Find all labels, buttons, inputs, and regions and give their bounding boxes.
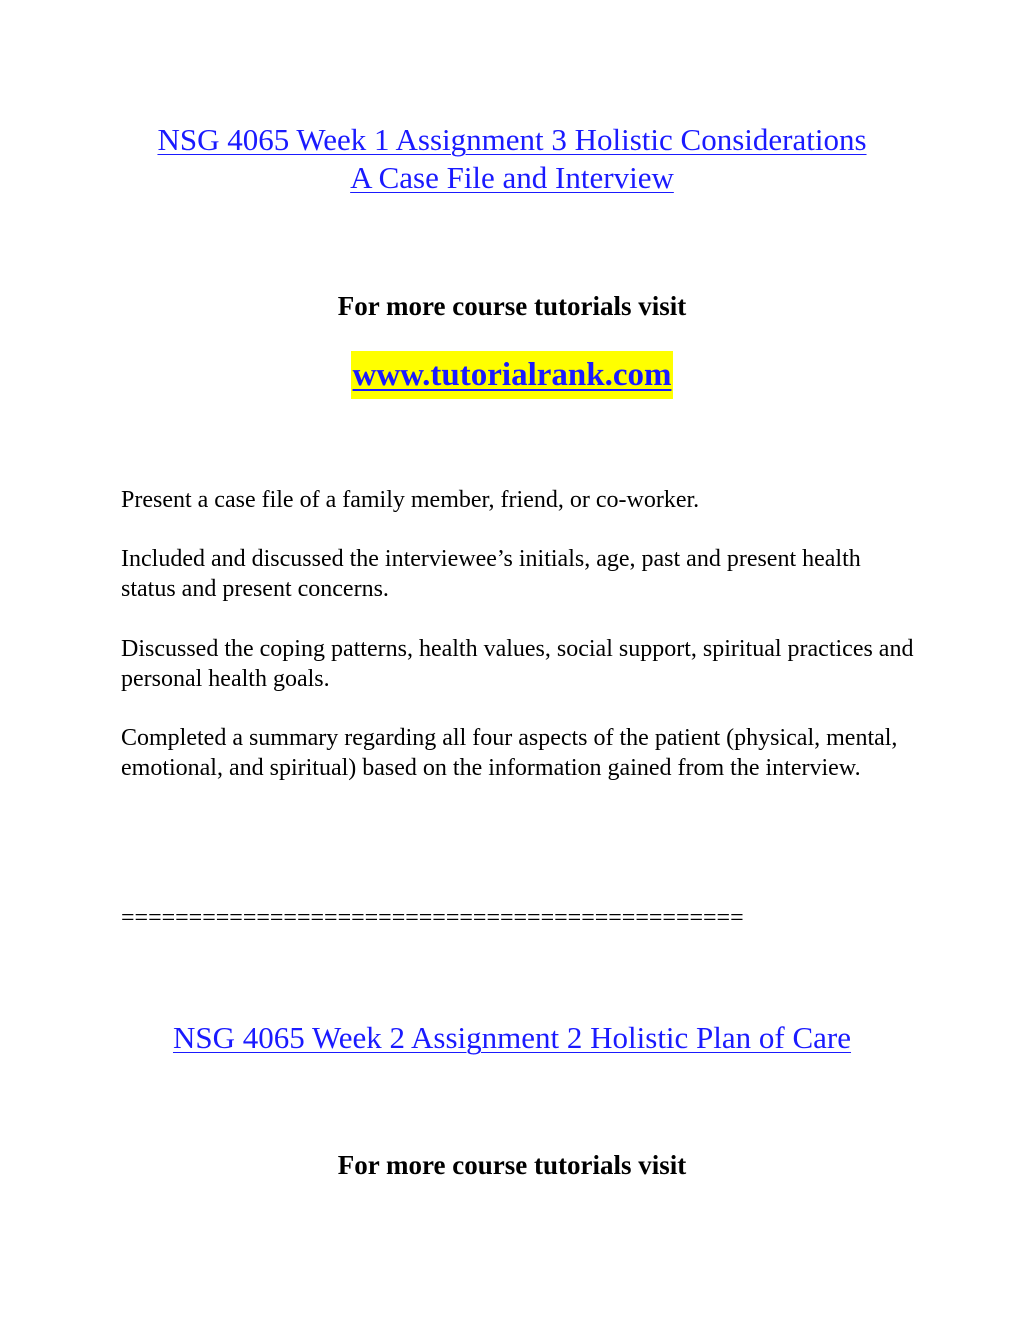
description-paragraph-1: Present a case file of a family member, friend, or co-worker. bbox=[121, 487, 700, 513]
assignment-title-week2[interactable]: NSG 4065 Week 2 Assignment 2 Holistic Plan of Care bbox=[172, 1020, 852, 1055]
description-paragraph-4: Completed a summary regarding all four aspects of the patient (physical, mental, emotional, and spiritual) based on the information gained from the interview. bbox=[121, 725, 898, 781]
site-link-wrapper bbox=[0, 351, 1024, 399]
description-paragraph-2: Included and discussed the interviewee’s initials, age, past and present health status and present concerns. bbox=[121, 546, 861, 602]
more-tutorials-text-2: For more course tutorials visit bbox=[337, 1150, 687, 1180]
assignment-title-line2[interactable]: A Case File and Interview bbox=[350, 160, 674, 195]
tutorialrank-link[interactable]: www.tutorialrank.com bbox=[351, 351, 674, 399]
assignment-title-line1[interactable]: NSG 4065 Week 1 Assignment 3 Holistic Considerations bbox=[157, 122, 867, 157]
description-paragraph-3: Discussed the coping patterns, health values, social support, spiritual practices and personal health goals. bbox=[121, 636, 914, 692]
assignment-title-link-week1[interactable] bbox=[0, 121, 1024, 197]
assignment-title-link-week2[interactable] bbox=[0, 1019, 1024, 1057]
more-tutorials-text: For more course tutorials visit bbox=[337, 291, 687, 321]
section-divider: ============================================== bbox=[121, 905, 744, 931]
